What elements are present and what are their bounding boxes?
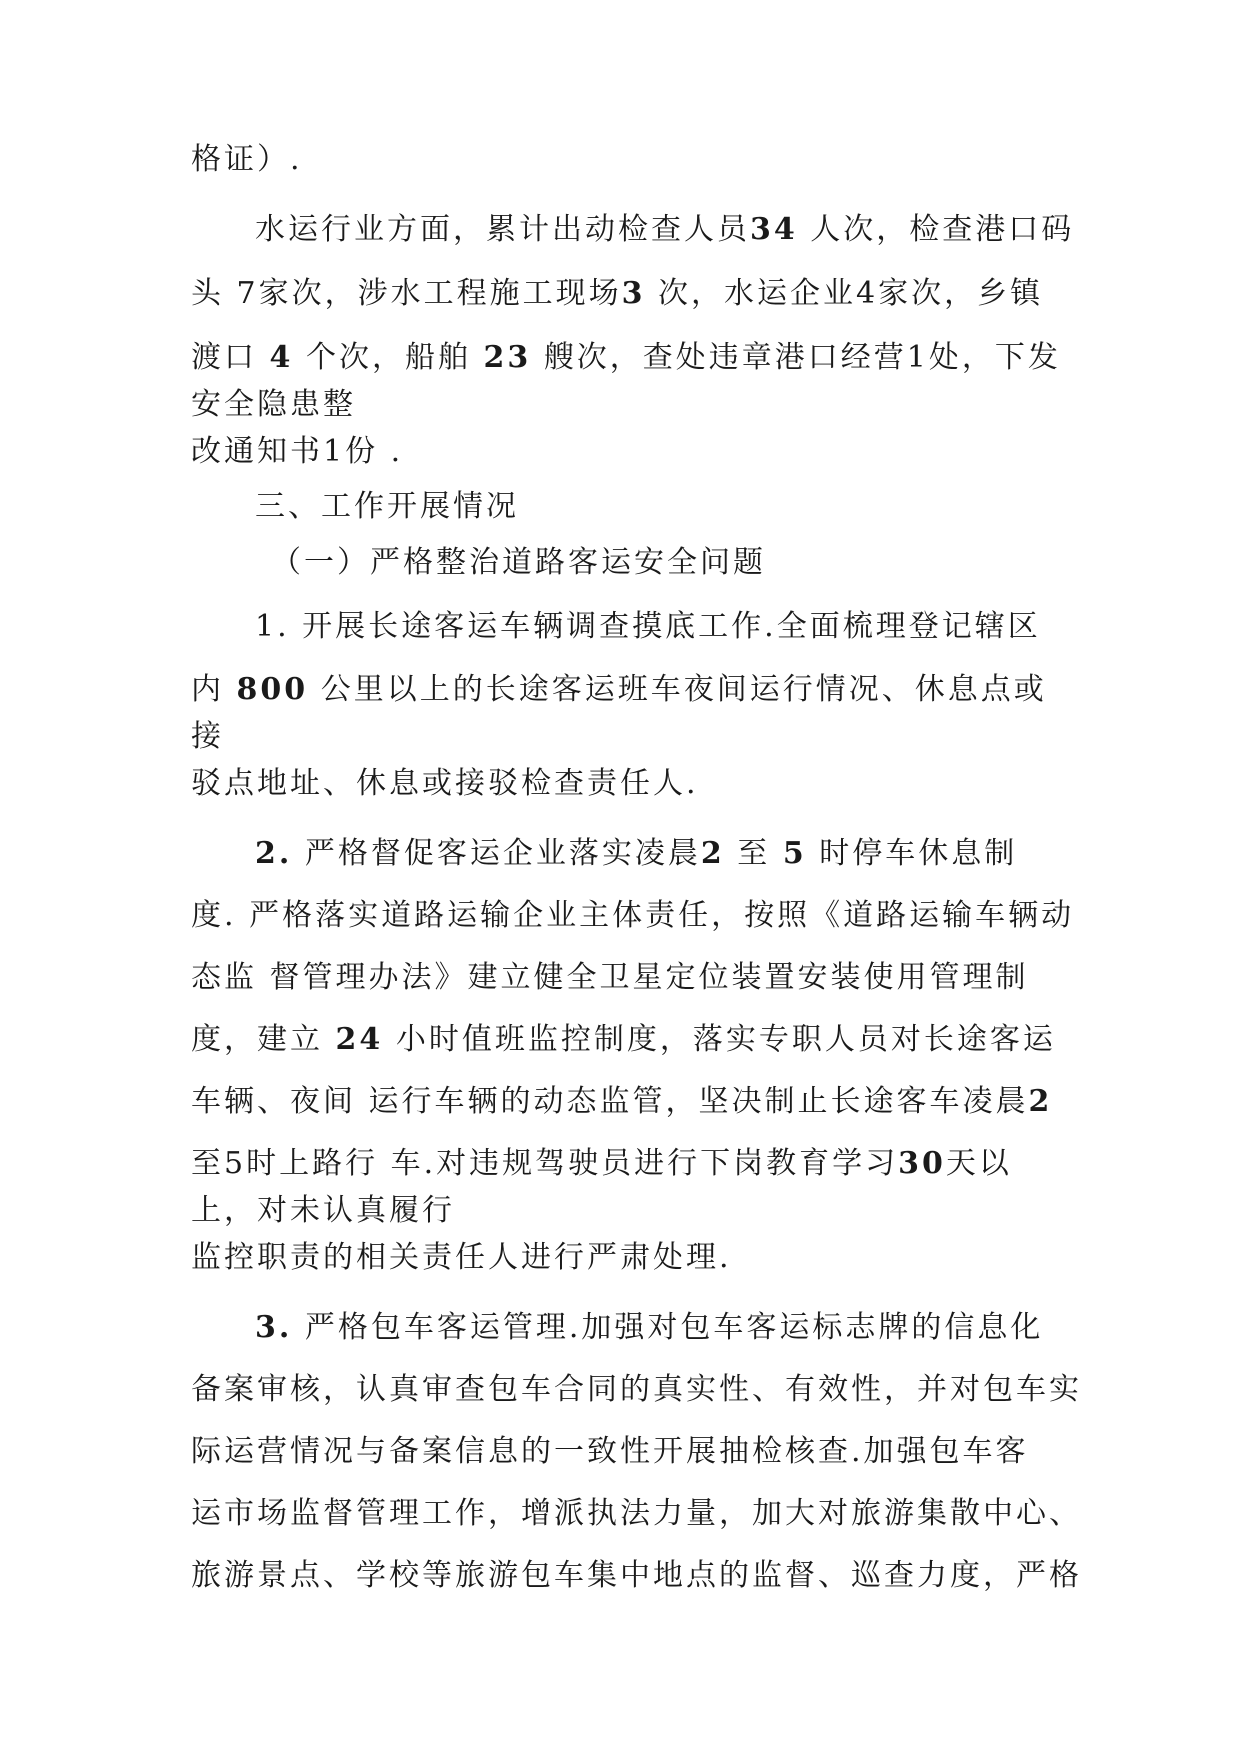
section-heading: 三、工作开展情况 (255, 489, 519, 524)
document-page (191, 140, 1082, 1596)
text-line: 3. 严格包车客运管理.加强对包车客运标志牌的信息化 (255, 1310, 1044, 1345)
paragraph-water-transport (191, 210, 1075, 472)
paragraph-qualification-tail (191, 140, 1071, 180)
text-line: 备案审核，认真审查包车合同的真实性、有效性，并对包车实 (191, 1372, 1082, 1407)
text-line: 车辆、夜间 运行车辆的动态监管，坚决制止长途客车凌晨2 (191, 1084, 1053, 1119)
text-line: 改通知书1份 . (191, 434, 404, 469)
text-line: 渡口 4 个次，船舶 23 艘次，查处违章港口经营1处，下发 (191, 340, 1061, 375)
text-line: 至5时上路行 车.对违规驾驶员进行下岗教育学习30天以 (191, 1146, 1012, 1181)
text-line: 旅游景点、学校等旅游包车集中地点的监督、巡查力度，严格 (191, 1558, 1082, 1593)
text-line: 1. 开展长途客运车辆调查摸底工作.全面梳理登记辖区 (255, 609, 1041, 644)
paragraph-item-2 (191, 834, 1075, 1278)
text-line: 接 (191, 719, 224, 754)
paragraph-item-1 (191, 607, 1071, 804)
text-line: 监控职责的相关责任人进行严肃处理. (191, 1240, 732, 1275)
text-line: 度，建立 24 小时值班监控制度，落实专职人员对长途客运 (191, 1022, 1056, 1057)
text-line: 驳点地址、休息或接驳检查责任人. (191, 766, 699, 801)
text-line: 际运营情况与备案信息的一致性开展抽检核查.加强包车客 (191, 1434, 1029, 1469)
text-line: 态监 督管理办法》建立健全卫星定位装置安装使用管理制 (191, 960, 1029, 995)
text-line: 内 800 公里以上的长途客运班车夜间运行情况、休息点或 (191, 672, 1047, 707)
text-line: 格证）. (191, 142, 303, 177)
text-line: 2. 严格督促客运企业落实凌晨2 至 5 时停车休息制 (255, 836, 1018, 871)
subsection-heading-1 (191, 543, 1071, 583)
text-line: 水运行业方面，累计出动检查人员34 人次，检查港口码 (255, 212, 1075, 247)
subsection-heading: （一）严格整治道路客运安全问题 (271, 545, 766, 580)
text-line: 运市场监督管理工作，增派执法力量，加大对旅游集散中心、 (191, 1496, 1082, 1531)
paragraph-item-3 (191, 1308, 1082, 1596)
text-line: 头 7家次，涉水工程施工现场3 次，水运企业4家次，乡镇 (191, 276, 1044, 311)
section-heading-3 (191, 487, 1071, 527)
text-line: 上，对未认真履行 (191, 1193, 455, 1228)
text-line: 度. 严格落实道路运输企业主体责任，按照《道路运输车辆动 (191, 898, 1075, 933)
text-line: 安全隐患整 (191, 387, 356, 422)
